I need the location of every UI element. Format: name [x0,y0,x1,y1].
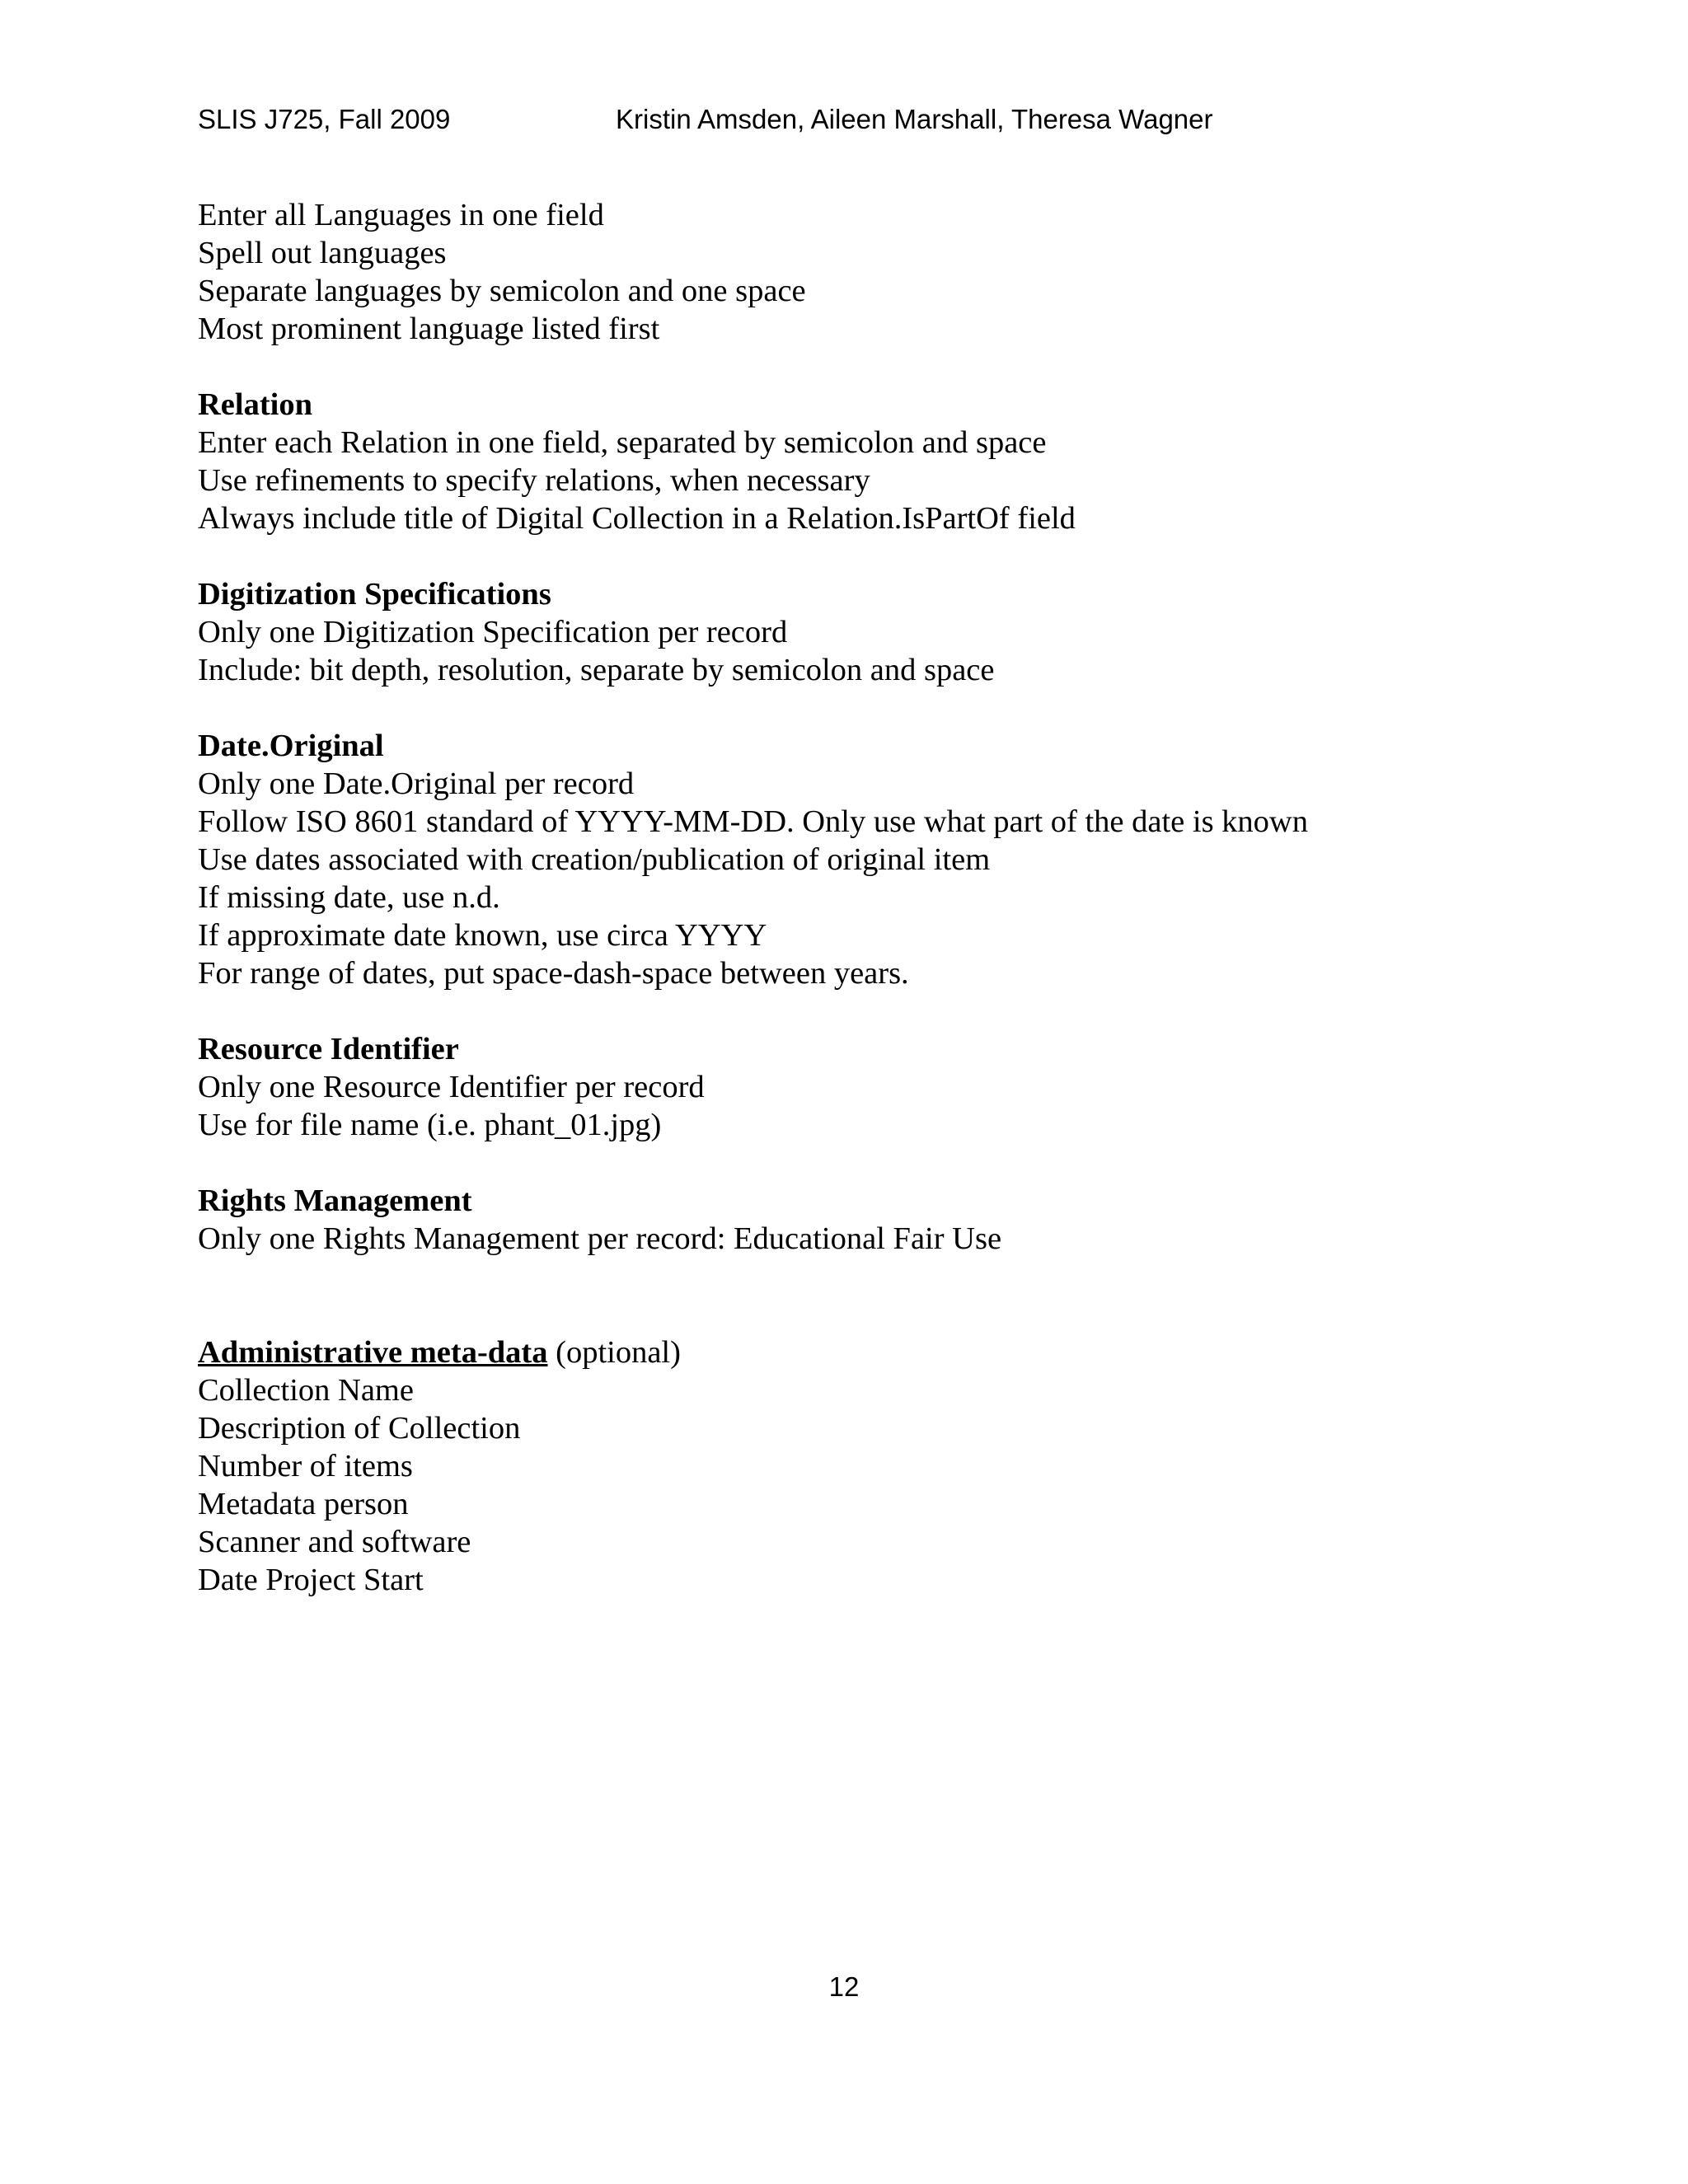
section-heading: Relation [198,387,313,422]
section-line: Follow ISO 8601 standard of YYYY-MM-DD. Only use what part of the date is known [198,804,1308,839]
language-rule: Spell out languages [198,236,447,270]
section-heading: Date.Original [198,729,384,763]
administrative-item: Description of Collection [198,1411,521,1446]
section-relation [198,386,1517,537]
section-rights-management [198,1182,1517,1258]
language-rule: Separate languages by semicolon and one space [198,274,806,308]
header-authors: Kristin Amsden, Aileen Marshall, Theresa Wagner [616,104,1213,134]
language-rules [198,196,1517,348]
section-administrative-metadata [198,1333,1517,1599]
section-line: Only one Resource Identifier per record [198,1070,705,1104]
paragraph-gap [198,689,1517,727]
administrative-heading: Administrative meta-data [198,1335,548,1370]
administrative-qualifier: (optional) [547,1335,681,1370]
page-number: 12 [828,1971,860,2002]
administrative-item: Number of items [198,1449,413,1483]
running-header [198,99,1517,140]
paragraph-gap [198,1144,1517,1182]
section-line: Use refinements to specify relations, when necessary [198,463,870,498]
section-line: Enter each Relation in one field, separated by semicolon and space [198,425,1047,460]
section-heading: Rights Management [198,1183,472,1218]
section-line: Always include title of Digital Collection in a Relation.IsPartOf field [198,501,1076,536]
section-digitization-specifications [198,575,1517,689]
administrative-item: Metadata person [198,1487,409,1521]
section-line: Only one Digitization Specification per record [198,615,788,649]
section-line: Include: bit depth, resolution, separate by semicolon and space [198,653,995,687]
section-heading: Resource Identifier [198,1032,459,1066]
section-line: If approximate date known, use circa YYYY [198,918,767,953]
header-course: SLIS J725, Fall 2009 [198,104,451,134]
administrative-heading-line [198,1333,1517,1371]
section-line: Only one Rights Management per record: Educational Fair Use [198,1221,1002,1256]
section-resource-identifier [198,1030,1517,1144]
paragraph-gap [198,992,1517,1030]
administrative-item: Date Project Start [198,1563,424,1597]
language-rule: Enter all Languages in one field [198,198,604,232]
paragraph-gap [198,537,1517,575]
section-line: Only one Date.Original per record [198,766,635,801]
paragraph-gap [198,348,1517,386]
administrative-item: Scanner and software [198,1525,471,1559]
administrative-item: Collection Name [198,1373,414,1408]
section-line: If missing date, use n.d. [198,880,500,915]
section-line: Use dates associated with creation/publication of original item [198,842,991,877]
language-rule: Most prominent language listed first [198,312,660,346]
paragraph-gap [198,1258,1517,1333]
section-heading: Digitization Specifications [198,577,551,612]
document-body [198,196,1517,1599]
section-line: For range of dates, put space-dash-space between years. [198,956,909,991]
section-line: Use for file name (i.e. phant_01.jpg) [198,1108,662,1142]
section-date-original [198,727,1517,992]
